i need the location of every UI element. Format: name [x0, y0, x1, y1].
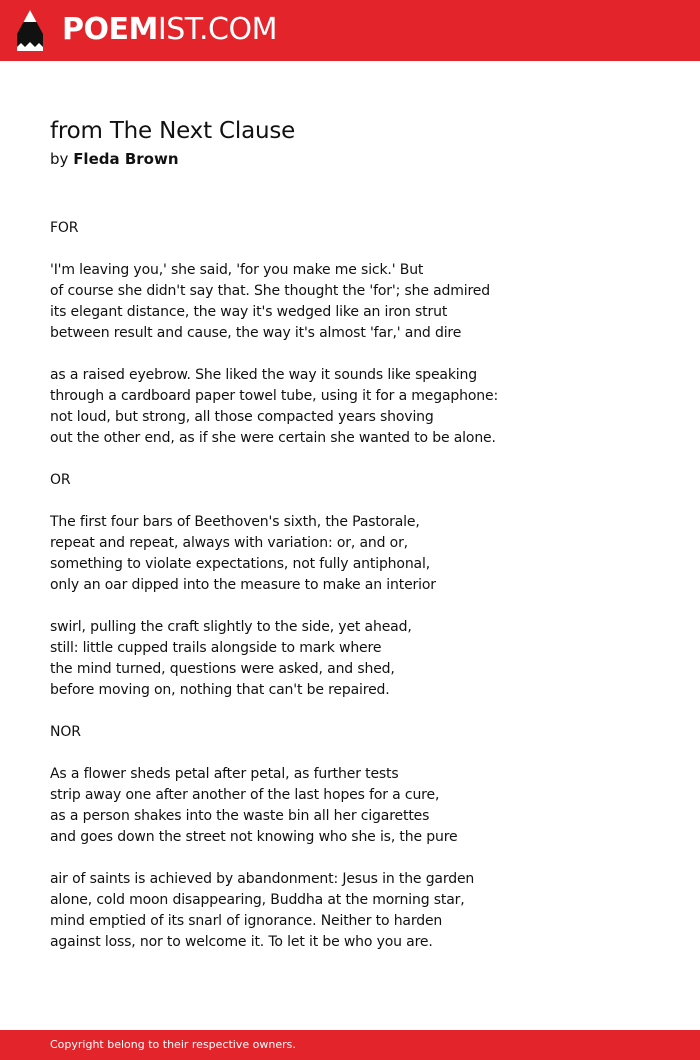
- copyright-text: Copyright belong to their respective owners.: [50, 1038, 296, 1051]
- poem-line: and goes down the street not knowing who she is, the pure: [50, 829, 458, 845]
- poem-line: strip away one after another of the last hopes for a cure,: [50, 787, 440, 803]
- poem-line: before moving on, nothing that can't be repaired.: [50, 682, 390, 698]
- poem-line: only an oar dipped into the measure to make an interior: [50, 577, 436, 593]
- poem-line: as a person shakes into the waste bin all her cigarettes: [50, 808, 430, 824]
- logo-text-light: IST.COM: [157, 12, 277, 47]
- stanza-break: [50, 596, 670, 617]
- poem-title: from The Next Clause: [50, 118, 296, 144]
- poem-line: The first four bars of Beethoven's sixth, the Pastorale,: [50, 514, 420, 530]
- poem-line: air of saints is achieved by abandonment: Jesus in the garden: [50, 871, 475, 887]
- poem-line: not loud, but strong, all those compacted years shoving: [50, 409, 434, 425]
- poem-line: as a raised eyebrow. She liked the way it sounds like speaking: [50, 367, 477, 383]
- stanza-break: [50, 449, 670, 470]
- poem-line: alone, cold moon disappearing, Buddha at the morning star,: [50, 892, 465, 908]
- poem-line: the mind turned, questions were asked, and shed,: [50, 661, 395, 677]
- stanza-break: [50, 743, 670, 764]
- poem-line: against loss, nor to welcome it. To let it be who you are.: [50, 934, 433, 950]
- pencil-logo-icon[interactable]: [17, 10, 43, 51]
- stanza-break: [50, 491, 670, 512]
- stanza-break: [50, 344, 670, 365]
- poem-line: out the other end, as if she were certain she wanted to be alone.: [50, 430, 496, 446]
- poem-line: repeat and repeat, always with variation: or, and or,: [50, 535, 408, 551]
- poem-line: NOR: [50, 724, 81, 740]
- poem-line: As a flower sheds petal after petal, as further tests: [50, 766, 399, 782]
- logo-text-strong: POEM: [62, 12, 158, 47]
- byline: [50, 149, 650, 169]
- poem-line: FOR: [50, 220, 79, 236]
- poem-line: still: little cupped trails alongside to mark where: [50, 640, 382, 656]
- site-header: [0, 0, 700, 61]
- site-logo[interactable]: [62, 11, 277, 49]
- poem-line: something to violate expectations, not fully antiphonal,: [50, 556, 431, 572]
- poem-body: [50, 218, 670, 953]
- poem-line: swirl, pulling the craft slightly to the side, yet ahead,: [50, 619, 412, 635]
- stanza-break: [50, 239, 670, 260]
- stanza-break: [50, 701, 670, 722]
- poem-heading: [50, 117, 650, 169]
- poem-line: its elegant distance, the way it's wedged like an iron strut: [50, 304, 448, 320]
- poem-line: mind emptied of its snarl of ignorance. Neither to harden: [50, 913, 443, 929]
- poem-line: OR: [50, 472, 71, 488]
- site-footer: [0, 1030, 700, 1060]
- stanza-break: [50, 848, 670, 869]
- poem-line: of course she didn't say that. She thought the 'for'; she admired: [50, 283, 490, 299]
- poem-line: between result and cause, the way it's almost 'far,' and dire: [50, 325, 462, 341]
- poem-line: through a cardboard paper towel tube, using it for a megaphone:: [50, 388, 499, 404]
- author-name: Fleda Brown: [73, 150, 179, 168]
- poem-line: 'I'm leaving you,' she said, 'for you make me sick.' But: [50, 262, 424, 278]
- by-label: by: [50, 150, 69, 168]
